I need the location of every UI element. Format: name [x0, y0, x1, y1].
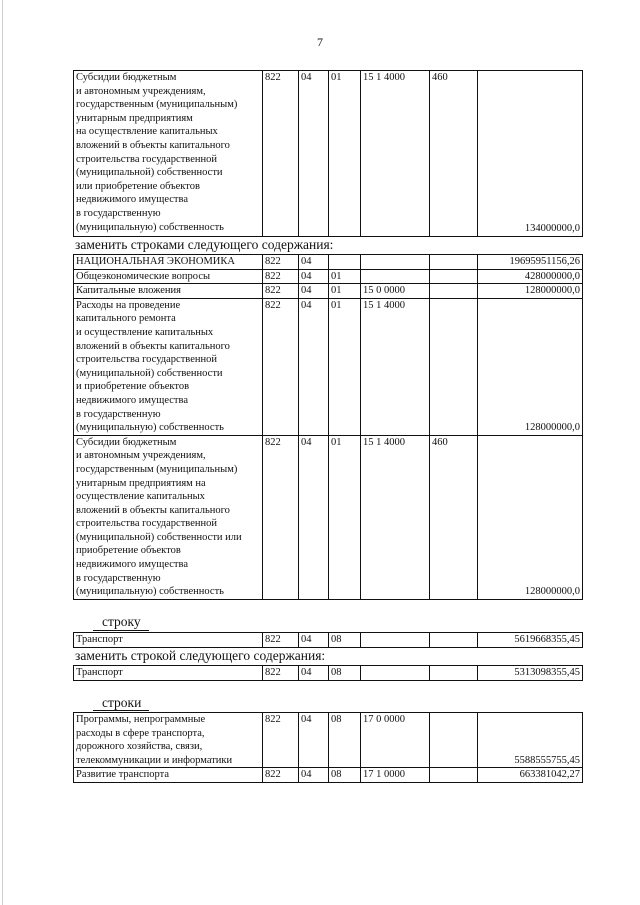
cell-razdel: 04: [299, 768, 329, 783]
cell-podrazdel: 01: [329, 269, 361, 284]
cell-adm: 822: [263, 768, 299, 783]
cell-razdel: 04: [299, 713, 329, 768]
cell-adm: 822: [263, 71, 299, 237]
cell-sum: 128000000,0: [478, 435, 583, 599]
scan-edge: [2, 0, 3, 905]
underline: [93, 630, 149, 631]
cell-sum: 663381042,27: [478, 768, 583, 783]
cell-sum: 5588555755,45: [478, 713, 583, 768]
cell-vr: [430, 269, 478, 284]
cell-cs: 15 1 4000: [361, 298, 430, 435]
cell-cs: [361, 269, 430, 284]
table-row: [74, 666, 583, 681]
cell-name: Программы, непрограммные расходы в сфере транспорта, дорожного хозяйства, связи, телекоммуникации и информатики: [74, 713, 263, 768]
cell-podrazdel: 01: [329, 298, 361, 435]
cell-razdel: 04: [299, 269, 329, 284]
cell-cs: 17 0 0000: [361, 713, 430, 768]
cell-podrazdel: [329, 255, 361, 270]
cell-adm: 822: [263, 435, 299, 599]
cell-razdel: 04: [299, 284, 329, 299]
cell-vr: [430, 298, 478, 435]
table-row: [74, 435, 583, 599]
cell-adm: 822: [263, 298, 299, 435]
cell-adm: 822: [263, 666, 299, 681]
table-national-economy: [73, 254, 583, 600]
cell-cs: 17 1 0000: [361, 768, 430, 783]
table-transport-new: [73, 665, 583, 681]
cell-cs: 15 0 0000: [361, 284, 430, 299]
cell-podrazdel: 08: [329, 666, 361, 681]
cell-cs: [361, 633, 430, 648]
row-word: строку: [102, 614, 141, 629]
cell-name: Развитие транспорта: [74, 768, 263, 783]
cell-sum: 5313098355,45: [478, 666, 583, 681]
cell-podrazdel: 08: [329, 768, 361, 783]
table-transport-programs: [73, 712, 583, 783]
cell-razdel: 04: [299, 255, 329, 270]
table-row: [74, 71, 583, 237]
cell-name: НАЦИОНАЛЬНАЯ ЭКОНОМИКА: [74, 255, 263, 270]
cell-sum: 134000000,0: [478, 71, 583, 237]
table-row: [74, 298, 583, 435]
cell-cs: 15 1 4000: [361, 71, 430, 237]
cell-podrazdel: 08: [329, 633, 361, 648]
cell-vr: [430, 713, 478, 768]
cell-razdel: 04: [299, 435, 329, 599]
cell-adm: 822: [263, 284, 299, 299]
table-row: [74, 768, 583, 783]
cell-podrazdel: 01: [329, 71, 361, 237]
cell-vr: [430, 768, 478, 783]
cell-razdel: 04: [299, 71, 329, 237]
cell-razdel: 04: [299, 633, 329, 648]
table-row: [74, 269, 583, 284]
cell-vr: [430, 284, 478, 299]
cell-cs: [361, 255, 430, 270]
cell-sum: 428000000,0: [478, 269, 583, 284]
table-subsidies-old: [73, 70, 583, 237]
cell-sum: 128000000,0: [478, 284, 583, 299]
cell-vr: [430, 633, 478, 648]
cell-razdel: 04: [299, 298, 329, 435]
cell-podrazdel: 01: [329, 284, 361, 299]
table-row: [74, 713, 583, 768]
cell-sum: 5619668355,45: [478, 633, 583, 648]
cell-sum: 19695951156,26: [478, 255, 583, 270]
cell-sum: 128000000,0: [478, 298, 583, 435]
cell-vr: [430, 666, 478, 681]
rows-word: строки: [102, 695, 142, 710]
replace-row-instruction: заменить строкой следующего содержания:: [75, 648, 326, 663]
cell-name: Субсидии бюджетным и автономным учреждениям, государственным (муниципальным) унитарным предприятиям на осуществление капитальных вложений в объекты капитального строительства государственной (муниципальной) собственности или приобретение объектов недвижимого имущества в государственную (муниципальную) собственность: [74, 435, 263, 599]
cell-name: Транспорт: [74, 633, 263, 648]
table-row: [74, 284, 583, 299]
cell-cs: [361, 666, 430, 681]
cell-adm: 822: [263, 713, 299, 768]
cell-vr: 460: [430, 435, 478, 599]
cell-adm: 822: [263, 255, 299, 270]
table-row: [74, 633, 583, 648]
cell-vr: [430, 255, 478, 270]
cell-name: Расходы на проведение капитального ремонта и осуществление капитальных вложений в объекты капитального строительства государственной (муниципальной) собственности и приобретение объектов недвижимого имущества в государственную (муниципальную) собственность: [74, 298, 263, 435]
cell-adm: 822: [263, 633, 299, 648]
cell-name: Капитальные вложения: [74, 284, 263, 299]
page-number: 7: [317, 35, 323, 49]
cell-adm: 822: [263, 269, 299, 284]
cell-podrazdel: 01: [329, 435, 361, 599]
table-transport-old: [73, 632, 583, 648]
cell-name: Транспорт: [74, 666, 263, 681]
cell-name: Общеэкономические вопросы: [74, 269, 263, 284]
cell-vr: 460: [430, 71, 478, 237]
cell-razdel: 04: [299, 666, 329, 681]
replace-rows-instruction: заменить строками следующего содержания:: [75, 237, 334, 252]
table-row: [74, 255, 583, 270]
cell-name: Субсидии бюджетным и автономным учреждениям, государственным (муниципальным) унитарным предприятиям на осуществление капитальных вложений в объекты капитального строительства государственной (муниципальной) собственности или приобретение объектов недвижимого имущества в государственную (муниципальную) собственность: [74, 71, 263, 237]
underline: [93, 710, 149, 711]
cell-cs: 15 1 4000: [361, 435, 430, 599]
cell-podrazdel: 08: [329, 713, 361, 768]
